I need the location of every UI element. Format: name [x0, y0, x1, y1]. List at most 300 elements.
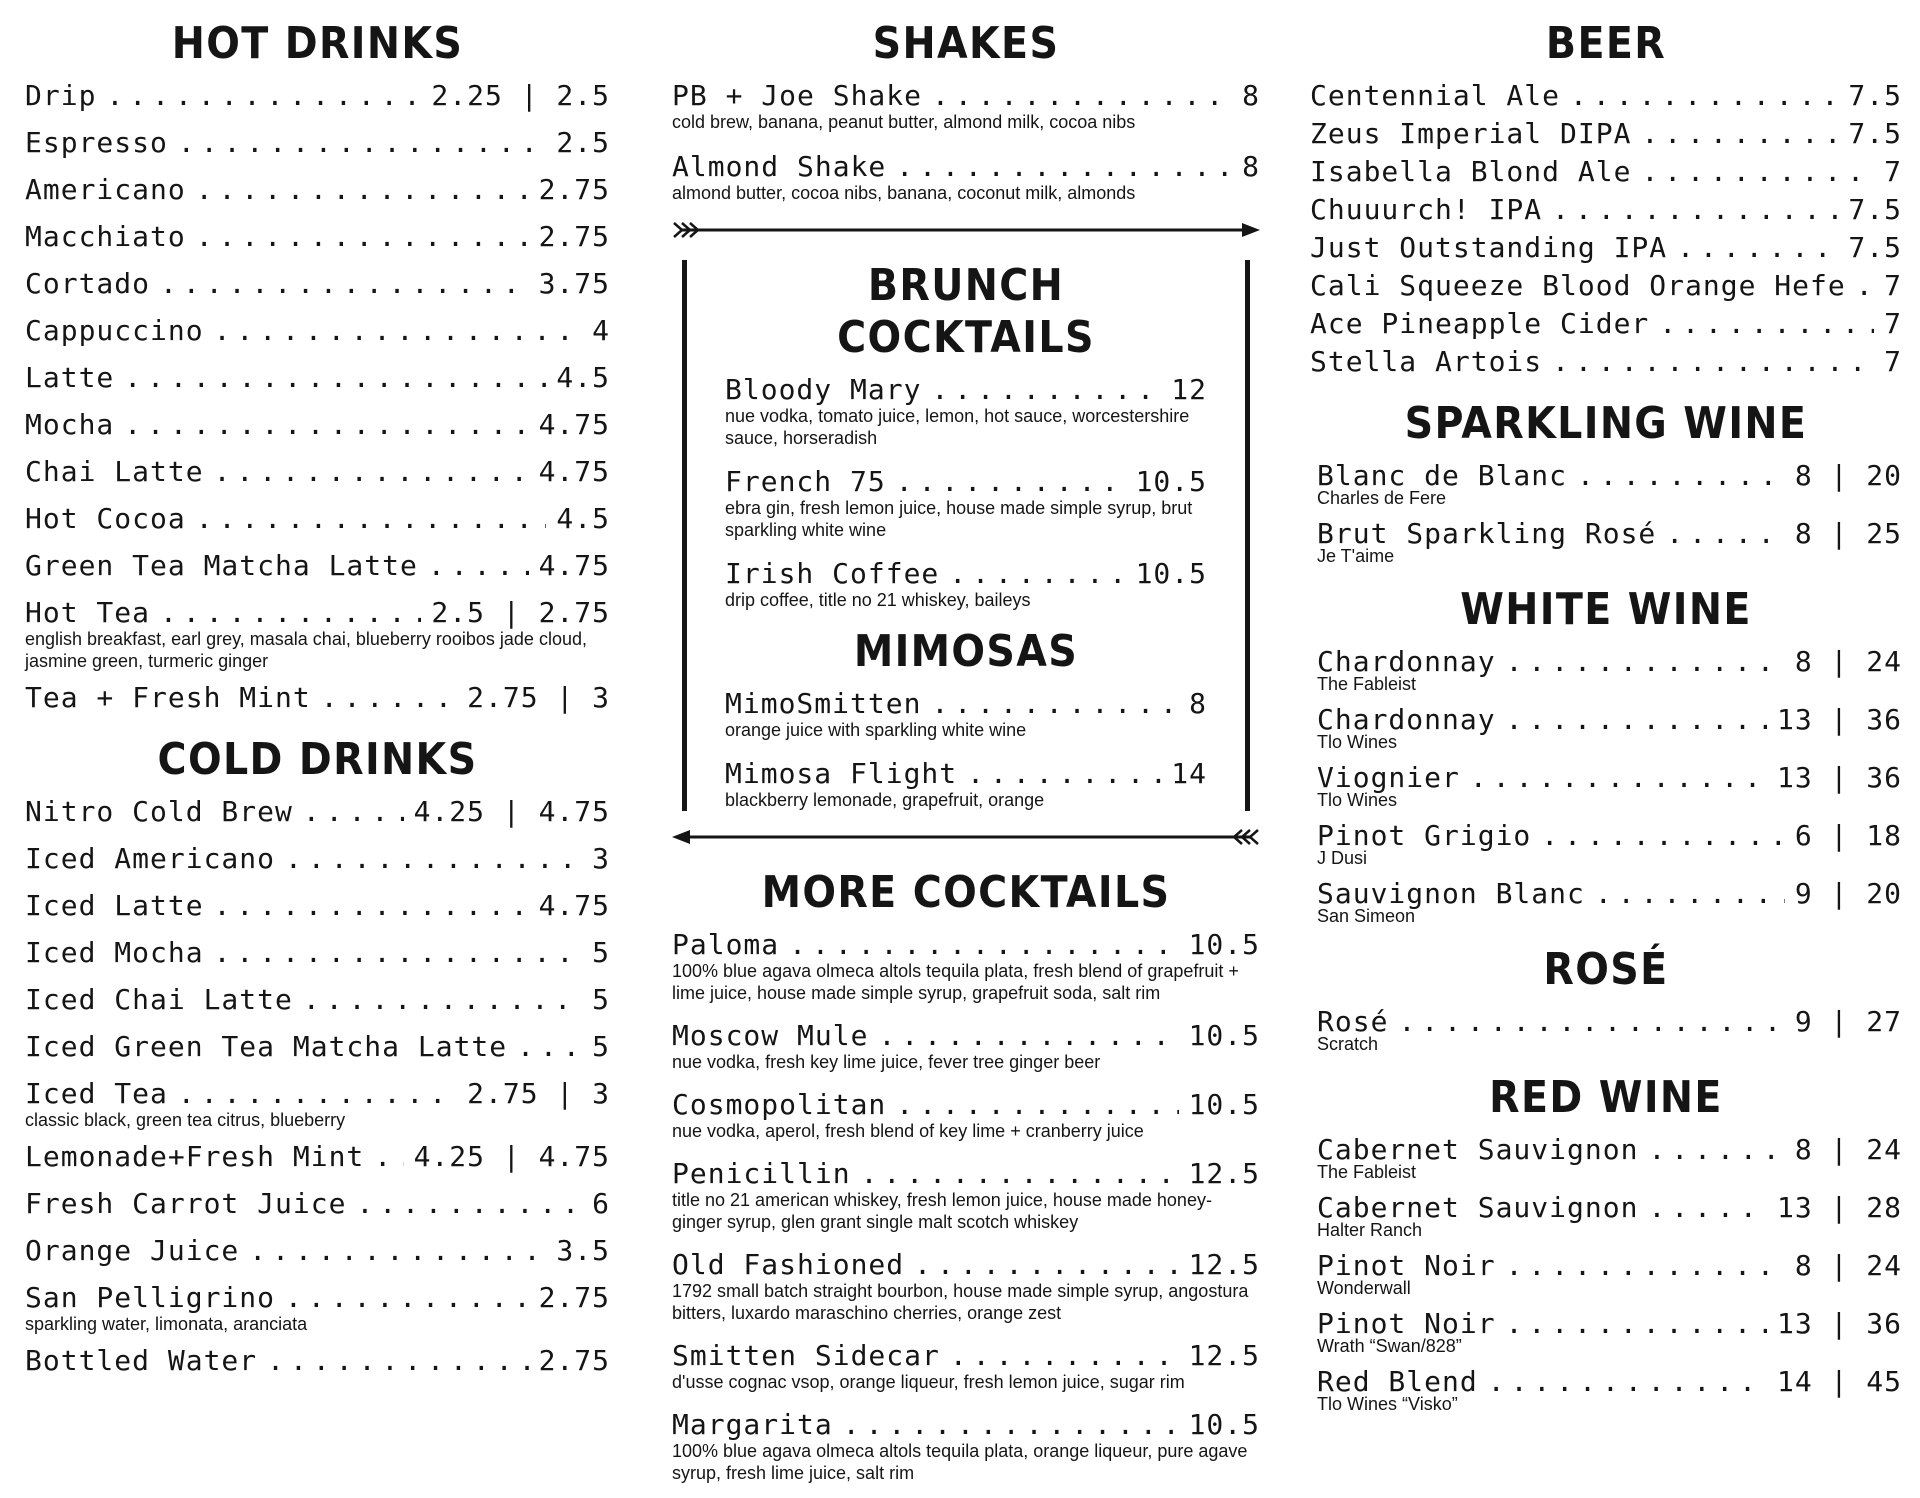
item-description: drip coffee, title no 21 whiskey, baileys	[725, 590, 1031, 610]
red-wine-section	[1310, 1072, 1902, 1414]
menu-item	[725, 556, 1207, 611]
section-title: WHITE WINE	[1460, 584, 1752, 635]
dot-leader	[950, 1338, 1179, 1374]
menu-item	[25, 595, 610, 672]
item-name: Just Outstanding IPA	[1310, 231, 1668, 264]
menu-item-row	[1310, 154, 1902, 190]
menu-item-row	[1310, 306, 1902, 342]
item-name: Cortado	[25, 267, 151, 300]
item-description: english breakfast, earl grey, masala chai, blueberry rooibos jade cloud, jasmine green, turmeric ginger	[25, 629, 587, 671]
beer-section	[1310, 18, 1902, 380]
item-name: Macchiato	[25, 220, 186, 253]
item-price: 9 | 20	[1794, 877, 1902, 910]
menu-item-list	[1310, 78, 1902, 380]
item-name: Hot Tea	[25, 596, 151, 629]
section-title: COLD DRINKS	[157, 734, 478, 785]
item-description: The Fableist	[1317, 1162, 1417, 1182]
menu-column-1	[25, 18, 610, 1390]
menu-item	[25, 172, 610, 208]
item-name: Viognier	[1317, 761, 1460, 794]
dot-leader	[124, 407, 528, 443]
item-name: Margarita	[672, 1408, 833, 1441]
rose-section	[1310, 944, 1902, 1054]
item-price: 2.75 | 3	[467, 681, 610, 714]
menu-item-list	[672, 78, 1260, 204]
menu-item	[1310, 116, 1902, 152]
dot-leader	[949, 556, 1125, 592]
item-description: Wrath “Swan/828”	[1317, 1336, 1462, 1356]
item-name: Lemonade+Fresh Mint	[25, 1140, 365, 1173]
menu-item	[672, 1156, 1260, 1233]
dot-leader	[356, 1186, 582, 1222]
menu-item	[25, 680, 610, 716]
item-description: Scratch	[1317, 1034, 1379, 1054]
menu-item-row	[25, 794, 610, 830]
menu-item	[1310, 1364, 1902, 1414]
menu-item	[1310, 344, 1902, 380]
item-price: 7	[1884, 345, 1902, 378]
menu-item	[672, 1247, 1260, 1324]
item-description: Charles de Fere	[1317, 488, 1447, 508]
menu-item-row	[25, 78, 610, 114]
item-name: Irish Coffee	[725, 557, 940, 590]
menu-item-row	[1310, 116, 1902, 152]
dot-leader	[1506, 702, 1767, 738]
dot-leader	[1641, 154, 1874, 190]
item-description: The Fableist	[1317, 674, 1417, 694]
item-name: Paloma	[672, 928, 780, 961]
item-description: Wonderwall	[1317, 1278, 1411, 1298]
item-price: 4.75	[538, 408, 610, 441]
menu-item	[25, 1139, 610, 1175]
menu-item-row	[672, 1247, 1260, 1283]
menu-item-row	[672, 1407, 1260, 1443]
item-name: Centennial Ale	[1310, 79, 1561, 112]
menu-item-row	[672, 1156, 1260, 1192]
item-description: almond butter, cocoa nibs, banana, coconut milk, almonds	[672, 183, 1136, 203]
section-title: MIMOSAS	[853, 626, 1079, 677]
menu-item	[672, 1407, 1260, 1484]
dot-leader	[428, 548, 529, 584]
item-price: 2.5 | 2.75	[431, 596, 610, 629]
item-price: 13 | 36	[1776, 1307, 1902, 1340]
menu-item	[672, 1338, 1260, 1393]
arrow-left-divider	[672, 827, 1260, 847]
menu-item-list	[725, 686, 1207, 811]
item-name: Chardonnay	[1317, 703, 1496, 736]
item-name: Green Tea Matcha Latte	[25, 549, 418, 582]
item-name: Blanc de Blanc	[1317, 459, 1568, 492]
menu-item	[25, 982, 610, 1018]
dot-leader	[1470, 760, 1767, 796]
item-name: Cappuccino	[25, 314, 204, 347]
menu-item-row	[25, 407, 610, 443]
dot-leader	[196, 172, 529, 208]
menu-item	[25, 888, 610, 924]
dot-leader	[1552, 192, 1838, 228]
item-name: Chai Latte	[25, 455, 204, 488]
section-title: MORE COCKTAILS	[761, 867, 1171, 918]
item-name: PB + Joe Shake	[672, 79, 923, 112]
menu-item-row	[25, 982, 610, 1018]
dot-leader	[1666, 516, 1785, 552]
menu-item	[1310, 192, 1902, 228]
item-price: 8 | 25	[1794, 517, 1902, 550]
menu-item-row	[672, 1338, 1260, 1374]
menu-item-row	[25, 1076, 610, 1112]
item-name: Bloody Mary	[725, 373, 922, 406]
item-price: 8	[1242, 150, 1260, 183]
menu-item-row	[725, 464, 1207, 500]
menu-item	[25, 454, 610, 490]
item-price: 8 | 24	[1794, 1249, 1902, 1282]
menu-item-row	[25, 595, 610, 631]
menu-column-3	[1310, 18, 1902, 1432]
dot-leader	[285, 1280, 529, 1316]
item-price: 10.5	[1135, 465, 1207, 498]
menu-item-row	[725, 756, 1207, 792]
item-price: 2.5	[556, 126, 610, 159]
dot-leader	[160, 595, 421, 631]
item-description: ebra gin, fresh lemon juice, house made simple syrup, brut sparkling white wine	[725, 498, 1193, 540]
menu-item	[672, 927, 1260, 1004]
menu-item-list	[25, 794, 610, 1379]
menu-item	[725, 372, 1207, 449]
menu-item-row	[25, 501, 610, 537]
menu-item-row	[25, 360, 610, 396]
item-price: 2.75 | 3	[467, 1077, 610, 1110]
item-name: Cabernet Sauvignon	[1317, 1133, 1639, 1166]
item-price: 8	[1242, 79, 1260, 112]
item-price: 10.5	[1135, 557, 1207, 590]
menu-item-list	[1310, 1132, 1902, 1414]
dot-leader	[861, 1156, 1179, 1192]
item-price: 4.5	[556, 361, 610, 394]
item-price: 3.75	[538, 267, 610, 300]
item-name: Pinot Noir	[1317, 1307, 1496, 1340]
white-wine-section	[1310, 584, 1902, 926]
dot-leader	[178, 125, 547, 161]
menu-item-row	[25, 548, 610, 584]
dot-leader	[196, 501, 547, 537]
menu-item	[25, 1076, 610, 1131]
item-name: Iced Latte	[25, 889, 204, 922]
item-name: Almond Shake	[672, 150, 887, 183]
dot-leader	[1506, 1248, 1785, 1284]
dot-leader	[1506, 1306, 1767, 1342]
item-name: Americano	[25, 173, 186, 206]
menu-item	[25, 360, 610, 396]
section-title: ROSÉ	[1543, 944, 1669, 995]
item-name: Sauvignon Blanc	[1317, 877, 1585, 910]
dot-leader	[303, 982, 582, 1018]
dot-leader	[932, 78, 1232, 114]
menu-item-row	[672, 78, 1260, 114]
dot-leader	[896, 149, 1232, 185]
item-name: Ace Pineapple Cider	[1310, 307, 1650, 340]
item-name: Iced Green Tea Matcha Latte	[25, 1030, 508, 1063]
item-name: Nitro Cold Brew	[25, 795, 293, 828]
menu-item-row	[25, 1280, 610, 1316]
menu-item-row	[672, 1087, 1260, 1123]
item-price: 10.5	[1188, 1408, 1260, 1441]
item-price: 4.75	[538, 889, 610, 922]
menu-item-list	[1310, 458, 1902, 566]
item-name: Drip	[25, 79, 97, 112]
menu-item-row	[725, 686, 1207, 722]
menu-item-row	[25, 680, 610, 716]
menu-item-row	[25, 935, 610, 971]
item-description: title no 21 american whiskey, fresh lemon juice, house made honey-ginger syrup, glen grant single malt scotch whiskey	[672, 1190, 1212, 1232]
dot-leader	[896, 464, 1126, 500]
item-name: Iced Tea	[25, 1077, 168, 1110]
item-name: Brut Sparkling Rosé	[1317, 517, 1657, 550]
item-price: 3	[592, 842, 610, 875]
item-description: J Dusi	[1317, 848, 1368, 868]
section-title: BEER	[1545, 18, 1667, 69]
dot-leader	[1398, 1004, 1784, 1040]
menu-item-list	[1310, 644, 1902, 926]
dot-leader	[1577, 458, 1785, 494]
item-description: cold brew, banana, peanut butter, almond milk, cocoa nibs	[672, 112, 1136, 132]
menu-item-row	[725, 372, 1207, 408]
dot-leader	[1659, 306, 1874, 342]
item-name: Bottled Water	[25, 1344, 258, 1377]
item-name: Fresh Carrot Juice	[25, 1187, 347, 1220]
item-price: 7.5	[1848, 193, 1902, 226]
item-name: Mocha	[25, 408, 115, 441]
item-description: Tlo Wines “Visko”	[1317, 1394, 1458, 1414]
menu-item-row	[1310, 1004, 1902, 1040]
menu-item-row	[25, 266, 610, 302]
item-name: Cosmopolitan	[672, 1088, 887, 1121]
item-price: 5	[592, 936, 610, 969]
item-description: Tlo Wines	[1317, 732, 1398, 752]
menu-item	[1310, 516, 1902, 566]
item-price: 13 | 36	[1776, 703, 1902, 736]
menu-item-row	[672, 149, 1260, 185]
menu-item	[25, 78, 610, 114]
item-price: 14	[1171, 757, 1207, 790]
dot-leader	[914, 1247, 1178, 1283]
menu-item	[25, 548, 610, 584]
menu-item	[1310, 876, 1902, 926]
item-price: 10.5	[1188, 1088, 1260, 1121]
menu-item	[1310, 1306, 1902, 1356]
item-price: 2.25 | 2.5	[431, 79, 610, 112]
menu-item-row	[672, 927, 1260, 963]
item-name: Moscow Mule	[672, 1019, 869, 1052]
item-price: 13 | 28	[1776, 1191, 1902, 1224]
item-name: French 75	[725, 465, 886, 498]
menu-item-row	[25, 1139, 610, 1175]
item-name: Tea + Fresh Mint	[25, 681, 311, 714]
menu-item	[25, 1186, 610, 1222]
section-title: RED WINE	[1489, 1072, 1723, 1123]
menu-item	[1310, 1004, 1902, 1054]
item-name: Iced Chai Latte	[25, 983, 293, 1016]
menu-item	[25, 407, 610, 443]
item-price: 2.75	[538, 1281, 610, 1314]
menu-item	[725, 756, 1207, 811]
dot-leader	[878, 1018, 1178, 1054]
menu-item	[1310, 154, 1902, 190]
dot-leader	[196, 219, 529, 255]
item-price: 6 | 18	[1794, 819, 1902, 852]
menu-item-list	[672, 927, 1260, 1484]
menu-item-row	[25, 125, 610, 161]
menu-item	[25, 313, 610, 349]
dot-leader	[1552, 344, 1874, 380]
dot-leader	[1570, 78, 1838, 114]
item-name: Penicillin	[672, 1157, 851, 1190]
item-price: 6	[592, 1187, 610, 1220]
menu-item	[25, 1343, 610, 1379]
item-price: 12.5	[1188, 1339, 1260, 1372]
item-name: Smitten Sidecar	[672, 1339, 940, 1372]
item-description: nue vodka, fresh key lime juice, fever tree ginger beer	[672, 1052, 1101, 1072]
dot-leader	[303, 794, 404, 830]
dot-leader	[1648, 1132, 1784, 1168]
item-name: Latte	[25, 361, 115, 394]
item-description: 100% blue agava olmeca altols tequila plata, orange liqueur, pure agave syrup, fresh lime juice, salt rim	[672, 1441, 1248, 1483]
item-price: 4	[592, 314, 610, 347]
item-name: Red Blend	[1317, 1365, 1478, 1398]
item-name: MimoSmitten	[725, 687, 922, 720]
menu-item	[1310, 306, 1902, 342]
item-price: 9 | 27	[1794, 1005, 1902, 1038]
item-price: 7	[1884, 307, 1902, 340]
dot-leader	[106, 78, 421, 114]
item-price: 2.75	[538, 1344, 610, 1377]
menu-item-row	[1310, 702, 1902, 738]
menu-item	[1310, 230, 1902, 266]
item-name: Cabernet Sauvignon	[1317, 1191, 1639, 1224]
menu-item	[25, 1280, 610, 1335]
menu-item	[25, 501, 610, 537]
menu-item	[25, 219, 610, 255]
dot-leader	[214, 935, 583, 971]
menu-item	[672, 1018, 1260, 1073]
item-description: blackberry lemonade, grapefruit, orange	[725, 790, 1045, 810]
item-name: San Pelligrino	[25, 1281, 276, 1314]
dot-leader	[896, 1087, 1178, 1123]
menu-item-list	[725, 372, 1207, 611]
dot-leader	[178, 1076, 457, 1112]
menu-item	[1310, 268, 1902, 304]
item-price: 7.5	[1848, 117, 1902, 150]
dot-leader	[843, 1407, 1179, 1443]
item-price: 8 | 20	[1794, 459, 1902, 492]
dot-leader	[1595, 876, 1785, 912]
item-description: Je T'aime	[1317, 546, 1395, 566]
menu-item	[1310, 1132, 1902, 1182]
item-name: Chardonnay	[1317, 645, 1496, 678]
menu-item-row	[1310, 344, 1902, 380]
dot-leader	[160, 266, 529, 302]
item-price: 13 | 36	[1776, 761, 1902, 794]
item-price: 7.5	[1848, 79, 1902, 112]
item-description: nue vodka, tomato juice, lemon, hot sauce, worcestershire sauce, horseradish	[725, 406, 1190, 448]
item-name: Hot Cocoa	[25, 502, 186, 535]
menu-item-row	[672, 1018, 1260, 1054]
menu-item-row	[25, 219, 610, 255]
dot-leader	[1506, 644, 1785, 680]
item-name: Isabella Blond Ale	[1310, 155, 1632, 188]
menu-item-row	[1310, 78, 1902, 114]
item-price: 12	[1171, 373, 1207, 406]
menu-item	[25, 841, 610, 877]
menu-item	[1310, 1190, 1902, 1240]
item-price: 10.5	[1188, 928, 1260, 961]
menu-item	[1310, 644, 1902, 694]
item-price: 12.5	[1188, 1248, 1260, 1281]
menu-item	[25, 1029, 610, 1065]
item-price: 5	[592, 1030, 610, 1063]
menu-item	[672, 149, 1260, 204]
item-price: 8 | 24	[1794, 1133, 1902, 1166]
item-price: 2.75	[538, 173, 610, 206]
menu-item	[725, 464, 1207, 541]
cold-drinks-section	[25, 734, 610, 1379]
item-price: 5	[592, 983, 610, 1016]
item-price: 7	[1884, 269, 1902, 302]
menu-item-row	[1310, 760, 1902, 796]
section-title: BRUNCH COCKTAILS	[837, 260, 1095, 363]
item-price: 8 | 24	[1794, 645, 1902, 678]
item-price: 7	[1884, 155, 1902, 188]
dot-leader	[1641, 116, 1838, 152]
menu-item-row	[1310, 230, 1902, 266]
item-name: Orange Juice	[25, 1234, 240, 1267]
menu-item	[1310, 1248, 1902, 1298]
menu-item	[25, 1233, 610, 1269]
menu-item-row	[25, 172, 610, 208]
item-name: Pinot Noir	[1317, 1249, 1496, 1282]
dot-leader	[1856, 268, 1874, 304]
more-cocktails-section	[672, 867, 1260, 1484]
item-name: Chuuurch! IPA	[1310, 193, 1543, 226]
dot-leader	[214, 313, 583, 349]
menu-item-row	[1310, 192, 1902, 228]
dot-leader	[214, 888, 529, 924]
menu-item	[25, 266, 610, 302]
item-price: 12.5	[1188, 1157, 1260, 1190]
section-title: SPARKLING WINE	[1404, 398, 1808, 449]
item-price: 10.5	[1188, 1019, 1260, 1052]
menu-item	[1310, 818, 1902, 868]
item-name: Iced Mocha	[25, 936, 204, 969]
menu-item	[1310, 458, 1902, 508]
menu-item	[1310, 760, 1902, 810]
dot-leader	[285, 841, 582, 877]
dot-leader	[931, 686, 1179, 722]
mimosas-section	[725, 626, 1207, 811]
dot-leader	[1648, 1190, 1767, 1226]
item-description: San Simeon	[1317, 906, 1416, 926]
item-name: Pinot Grigio	[1317, 819, 1532, 852]
menu-item	[672, 1087, 1260, 1142]
menu-item-row	[25, 888, 610, 924]
menu-item-list	[1310, 1004, 1902, 1054]
menu-item-row	[25, 1186, 610, 1222]
item-price: 4.5	[556, 502, 610, 535]
item-price: 2.75	[538, 220, 610, 253]
dot-leader	[267, 1343, 528, 1379]
sparkling-wine-section	[1310, 398, 1902, 566]
shakes-section	[672, 18, 1260, 204]
item-name: Mimosa Flight	[725, 757, 958, 790]
